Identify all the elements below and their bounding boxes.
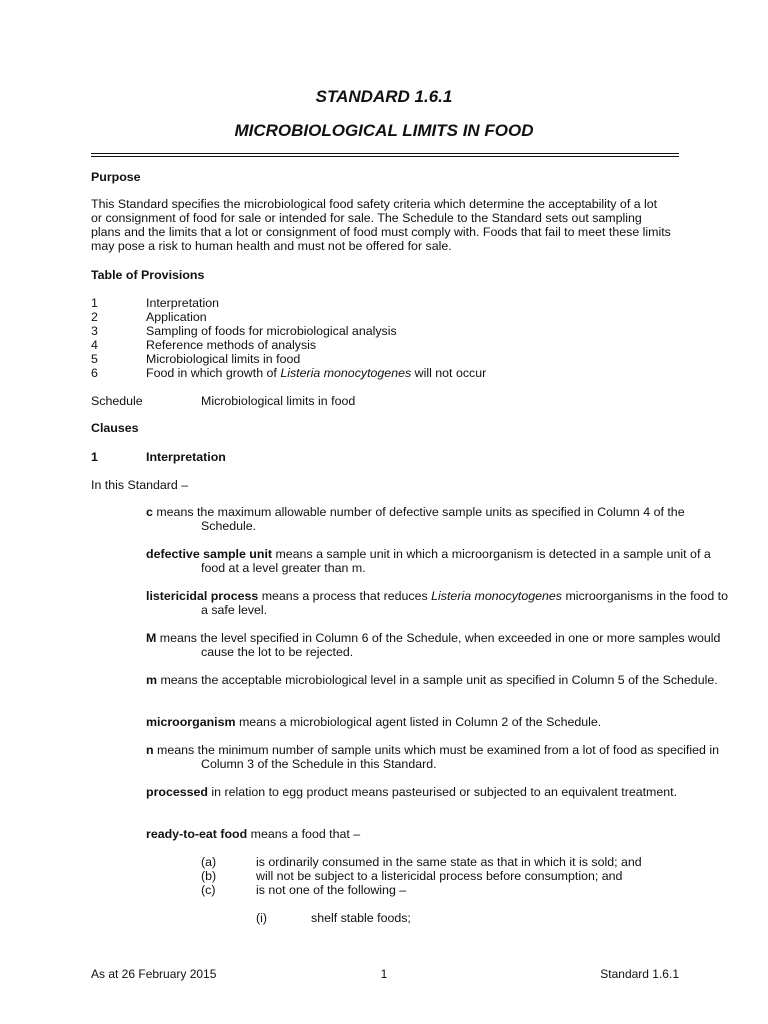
definition-item: [146, 547, 736, 575]
schedule-label: Schedule: [91, 394, 143, 408]
clause-heading: [91, 450, 671, 464]
schedule-row: [91, 394, 671, 408]
definition-term: c: [146, 505, 153, 519]
provision-number: 6: [91, 366, 98, 380]
species-name: Listeria monocytogenes: [280, 366, 412, 380]
condition-number: (a): [201, 855, 217, 869]
definition-text: means a food that –: [247, 827, 361, 841]
page-number: 1: [380, 967, 388, 981]
provision-item: [91, 352, 671, 366]
provision-title: Application: [146, 310, 207, 324]
provision-number: 4: [91, 338, 98, 352]
definition-term: defective sample unit: [146, 547, 273, 561]
definition-text: means the level specified in Column 6 of the Schedule, when exceeded in one or more samples would cause the lot to be rejected.: [156, 631, 721, 659]
definition-term: M: [146, 631, 157, 645]
definition-item: [146, 785, 736, 799]
definition-text: means a sample unit in which a microorganism is detected in a sample unit of a food at a level greater than m.: [201, 547, 711, 575]
definition-term: processed: [146, 785, 208, 799]
provision-title: Interpretation: [146, 296, 220, 310]
condition-item: [201, 869, 681, 883]
definition-text-start: means a process that reduces: [258, 589, 432, 603]
condition-text: is not one of the following –: [256, 883, 407, 897]
condition-item: [201, 883, 681, 897]
definition-term: listericidal process: [146, 589, 259, 603]
condition-number: (c): [201, 883, 216, 897]
definition-text: in relation to egg product means pasteurised or subjected to an equivalent treatment.: [207, 785, 678, 799]
definition-item: [146, 589, 736, 617]
condition-item: [201, 855, 681, 869]
exclusion-number: (i): [256, 911, 268, 925]
definition-term: m: [146, 673, 158, 687]
provision-title: Reference methods of analysis: [146, 338, 317, 352]
provision-title-end: will not occur: [411, 366, 487, 380]
definition-term: microorganism: [146, 715, 236, 729]
document-title: STANDARD 1.6.1: [315, 87, 453, 106]
condition-text: will not be subject to a listericidal process before consumption; and: [256, 869, 623, 883]
provision-title-start: Food in which growth of: [146, 366, 281, 380]
definition-item: [146, 715, 736, 729]
provision-number: 5: [91, 352, 98, 366]
clause-title: Interpretation: [146, 450, 226, 464]
definition-item: [146, 827, 736, 841]
definition-text: means the minimum number of sample units which must be examined from a lot of food as specified in Column 3 of the Schedule in this Standard.: [153, 743, 719, 771]
title-divider-top: [91, 153, 679, 154]
clauses-heading: Clauses: [91, 421, 139, 435]
provision-title: [146, 366, 486, 380]
provision-item: [91, 324, 671, 338]
title-divider-bottom: [91, 156, 679, 157]
purpose-text: This Standard specifies the microbiological food safety criteria which determine the acceptability of a lot or consignment of food for sale or intended for sale. The Schedule to the Standard sets out sampling plans and the limits that a lot or consignment of food must comply with. Foods that fail to meet these limits may pose a risk to human health and must not be offered for sale.: [91, 197, 671, 253]
exclusion-item: [256, 911, 736, 925]
provision-number: 1: [91, 296, 98, 310]
provision-number: 3: [91, 324, 98, 338]
provision-title: Microbiological limits in food: [146, 352, 301, 366]
provision-number: 2: [91, 310, 98, 324]
provision-item: [91, 310, 671, 324]
definition-item: [146, 743, 736, 771]
definition-item: [146, 673, 736, 687]
clause-intro: In this Standard –: [91, 478, 189, 492]
species-name: Listeria monocytogenes: [431, 589, 563, 603]
definition-text: means the maximum allowable number of defective sample units as specified in Column 4 of the Schedule.: [152, 505, 685, 533]
provision-title: Sampling of foods for microbiological analysis: [146, 324, 397, 338]
exclusion-text: shelf stable foods;: [311, 911, 411, 925]
definition-text-end: microorganisms in the food to a safe level.: [201, 589, 728, 617]
document-subtitle: MICROBIOLOGICAL LIMITS IN FOOD: [234, 121, 534, 140]
provisions-heading: Table of Provisions: [91, 268, 205, 282]
provision-item: [91, 296, 671, 310]
purpose-heading: Purpose: [91, 170, 141, 184]
footer-standard: Standard 1.6.1: [600, 967, 679, 981]
provision-item: [91, 366, 671, 380]
definition-text: means the acceptable microbiological level in a sample unit as specified in Column 5 of the Schedule.: [157, 673, 718, 687]
footer-date: As at 26 February 2015: [91, 967, 217, 981]
definition-item: [146, 631, 736, 659]
definition-text: means a microbiological agent listed in Column 2 of the Schedule.: [235, 715, 602, 729]
definition-term: n: [146, 743, 154, 757]
condition-text: is ordinarily consumed in the same state as that in which it is sold; and: [256, 855, 642, 869]
condition-number: (b): [201, 869, 217, 883]
schedule-title: Microbiological limits in food: [201, 394, 356, 408]
clause-number: 1: [91, 450, 98, 464]
provision-item: [91, 338, 671, 352]
definition-item: [146, 505, 736, 533]
definition-term: ready-to-eat food: [146, 827, 248, 841]
